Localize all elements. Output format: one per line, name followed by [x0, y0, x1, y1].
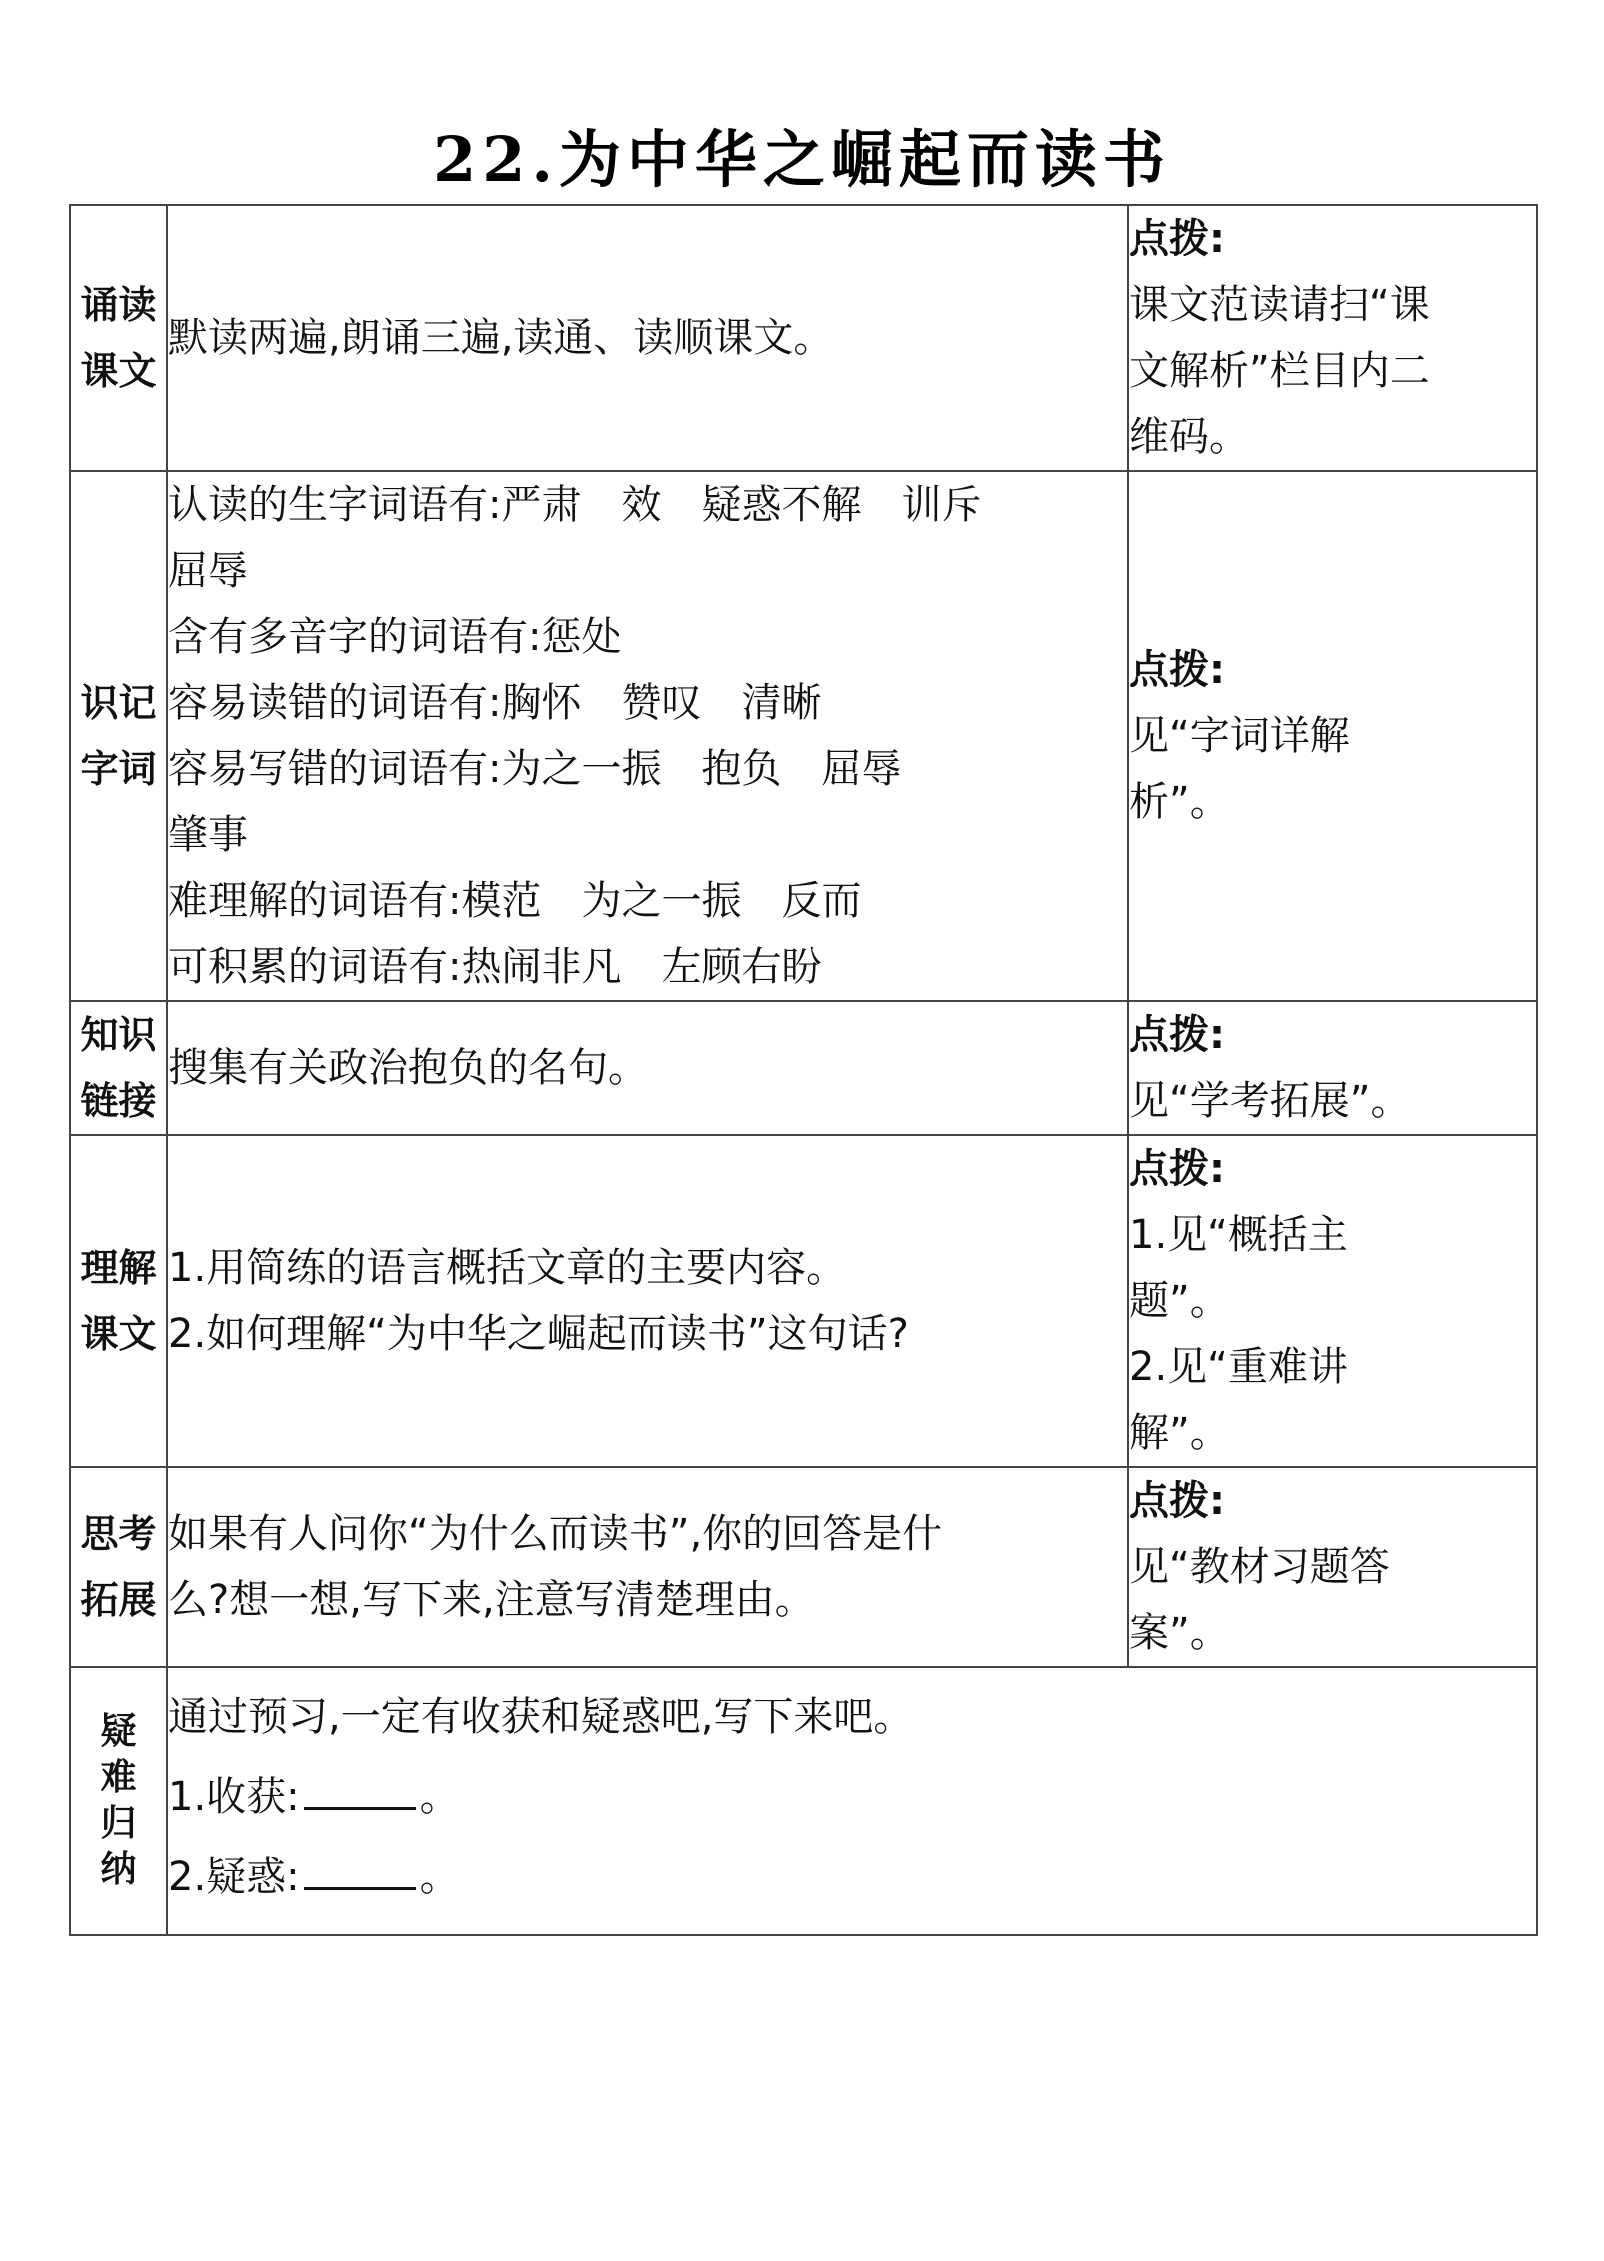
summary-content — [167, 1667, 1537, 1935]
summary-row — [70, 1667, 1537, 1935]
row-label: 理解 课文 — [70, 1135, 167, 1467]
doubt-blank[interactable] — [304, 1847, 416, 1890]
table-row — [70, 1135, 1537, 1467]
table-row — [70, 1467, 1537, 1667]
preview-table — [69, 204, 1538, 1936]
harvest-line: 1.收获: 。 — [168, 1764, 1536, 1830]
row-content: 1.用简练的语言概括文章的主要内容。 2.如何理解“为中华之崛起而读书”这句话? — [167, 1135, 1128, 1467]
row-content: 认读的生字词语有:严肃 效 疑惑不解 训斥 屈辱 含有多音字的词语有:惩处 容易读错的词语有:胸怀 赞叹 清晰 容易写错的词语有:为之一振 抱负 屈辱 肇事 难理解的词语有:模范 为之一振 反而 可积累的词语有:热闹非凡 左顾右盼 — [167, 471, 1128, 1001]
row-tip: 点拨: 课文范读请扫“课 文解析”栏目内二 维码。 — [1128, 205, 1537, 471]
harvest-blank[interactable] — [304, 1767, 416, 1810]
row-label: 知识 链接 — [70, 1001, 167, 1135]
row-tip: 点拨: 1.见“概括主 题”。 2.见“重难讲 解”。 — [1128, 1135, 1537, 1467]
page-title: 22.为中华之崛起而读书 — [433, 123, 1171, 196]
row-label: 识记 字词 — [70, 471, 167, 1001]
summary-label: 疑 难 归 纳 — [70, 1667, 167, 1935]
row-label: 思考 拓展 — [70, 1467, 167, 1667]
row-content: 搜集有关政治抱负的名句。 — [167, 1001, 1128, 1135]
row-label: 诵读 课文 — [70, 205, 167, 471]
doubt-line: 2.疑惑: 。 — [168, 1844, 1536, 1910]
row-tip: 点拨: 见“字词详解 析”。 — [1128, 471, 1537, 1001]
summary-intro: 通过预习,一定有收获和疑惑吧,写下来吧。 — [168, 1694, 914, 1740]
row-tip: 点拨: 见“教材习题答 案”。 — [1128, 1467, 1537, 1667]
row-content: 如果有人问你“为什么而读书”,你的回答是什 么?想一想,写下来,注意写清楚理由。 — [167, 1467, 1128, 1667]
row-content: 默读两遍,朗诵三遍,读通、读顺课文。 — [167, 205, 1128, 471]
row-tip: 点拨: 见“学考拓展”。 — [1128, 1001, 1537, 1135]
table-row — [70, 205, 1537, 471]
table-row — [70, 471, 1537, 1001]
table-row — [70, 1001, 1537, 1135]
